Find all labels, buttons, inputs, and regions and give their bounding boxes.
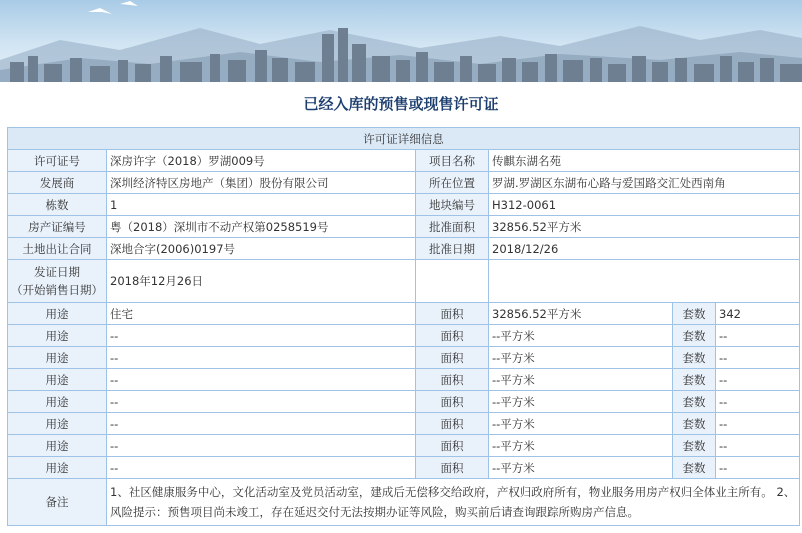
page-title: 已经入库的预售或现售许可证 [303,95,499,113]
usage-value: -- [107,435,416,457]
approved-area-value: 32856.52平方米 [489,216,800,238]
city-skyline-illustration [0,0,802,82]
parcel-no-value: H312-0061 [489,194,800,216]
project-name-value: 传麒东湖名苑 [489,150,800,172]
area-label: 面积 [416,435,489,457]
usage-label: 用途 [8,325,107,347]
empty-cell [489,260,800,303]
land-contract-value: 深地合字(2006)0197号 [107,238,416,260]
area-label: 面积 [416,347,489,369]
header-banner [0,0,802,82]
units-value: -- [716,435,800,457]
building-count-value: 1 [107,194,416,216]
area-value: --平方米 [489,413,673,435]
usage-value: -- [107,413,416,435]
usage-row [8,435,800,457]
property-cert-no-label: 房产证编号 [8,216,107,238]
area-value: --平方米 [489,369,673,391]
units-value: -- [716,347,800,369]
usage-row [8,369,800,391]
empty-cell [416,260,489,303]
units-label: 套数 [673,457,716,479]
approved-date-value: 2018/12/26 [489,238,800,260]
area-value: --平方米 [489,435,673,457]
issue-date-label-line1: 发证日期 [34,265,80,279]
units-value: -- [716,391,800,413]
area-value: --平方米 [489,325,673,347]
units-label: 套数 [673,347,716,369]
units-label: 套数 [673,325,716,347]
units-value: 342 [716,303,800,325]
area-label: 面积 [416,457,489,479]
usage-row [8,325,800,347]
issue-date-value: 2018年12月26日 [107,260,416,303]
section-title: 许可证详细信息 [8,128,800,150]
usage-label: 用途 [8,391,107,413]
property-cert-no-value: 粤（2018）深圳市不动产权第0258519号 [107,216,416,238]
usage-label: 用途 [8,435,107,457]
usage-label: 用途 [8,303,107,325]
units-value: -- [716,369,800,391]
land-contract-label: 土地出让合同 [8,238,107,260]
usage-row [8,391,800,413]
remarks-value: 1、社区健康服务中心，文化活动室及党员活动室，建成后无偿移交给政府，产权归政府所有，物业服务用房产权归全体业主所有。 2、风险提示：预售项目尚未竣工，存在延迟交付无法按期办证等风险，购买前后请查询跟踪所购房产信息。 [107,479,800,526]
usage-value: 住宅 [107,303,416,325]
usage-row [8,413,800,435]
usage-value: -- [107,325,416,347]
area-label: 面积 [416,369,489,391]
area-label: 面积 [416,391,489,413]
area-value: --平方米 [489,457,673,479]
permit-no-value: 深房许字（2018）罗湖009号 [107,150,416,172]
location-value: 罗湖.罗湖区东湖布心路与爱国路交汇处西南角 [489,172,800,194]
parcel-no-label: 地块编号 [416,194,489,216]
area-value: --平方米 [489,391,673,413]
developer-value: 深圳经济特区房地产（集团）股份有限公司 [107,172,416,194]
units-label: 套数 [673,391,716,413]
units-value: -- [716,325,800,347]
remarks-label: 备注 [8,479,107,526]
project-name-label: 项目名称 [416,150,489,172]
area-value: --平方米 [489,347,673,369]
units-label: 套数 [673,303,716,325]
usage-value: -- [107,369,416,391]
issue-date-label-line2: （开始销售日期） [11,283,103,297]
developer-label: 发展商 [8,172,107,194]
area-label: 面积 [416,413,489,435]
usage-value: -- [107,391,416,413]
area-label: 面积 [416,303,489,325]
approved-area-label: 批准面积 [416,216,489,238]
issue-date-label [8,260,107,303]
usage-label: 用途 [8,347,107,369]
units-label: 套数 [673,435,716,457]
units-value: -- [716,457,800,479]
units-label: 套数 [673,369,716,391]
area-label: 面积 [416,325,489,347]
approved-date-label: 批准日期 [416,238,489,260]
usage-row [8,303,800,325]
area-value: 32856.52平方米 [489,303,673,325]
location-label: 所在位置 [416,172,489,194]
usage-row [8,457,800,479]
building-count-label: 栋数 [8,194,107,216]
permit-detail-table [7,127,800,526]
usage-label: 用途 [8,369,107,391]
usage-label: 用途 [8,457,107,479]
permit-no-label: 许可证号 [8,150,107,172]
usage-label: 用途 [8,413,107,435]
usage-row [8,347,800,369]
usage-value: -- [107,347,416,369]
usage-value: -- [107,457,416,479]
units-label: 套数 [673,413,716,435]
units-value: -- [716,413,800,435]
